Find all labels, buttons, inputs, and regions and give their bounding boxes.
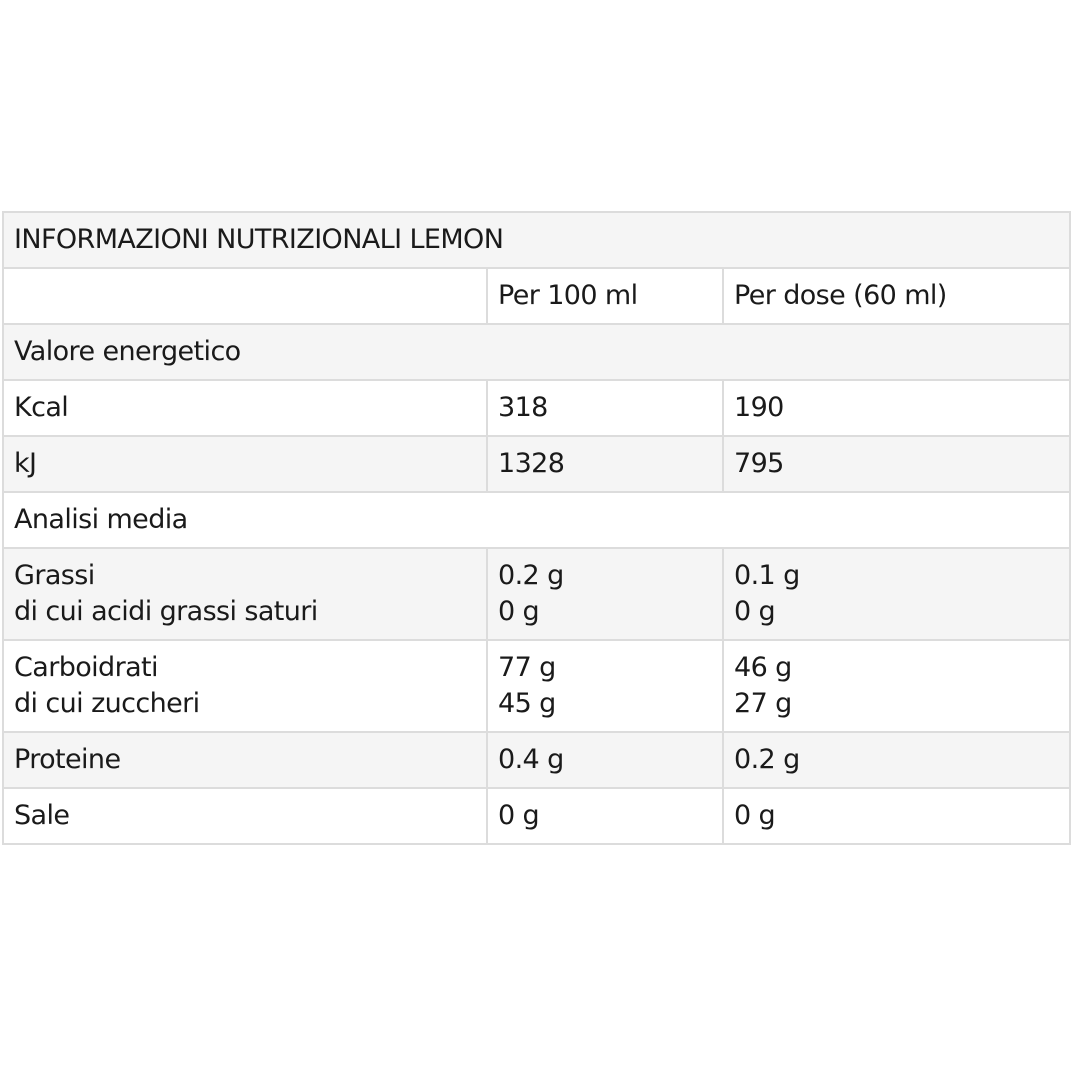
header-per-dose: Per dose (60 ml)	[723, 268, 1070, 324]
carbs-per-100: 77 g	[498, 652, 556, 683]
nutrition-table	[2, 211, 1071, 845]
header-per-100: Per 100 ml	[487, 268, 723, 324]
fats-sub-label: di cui acidi grassi saturi	[14, 596, 318, 627]
kcal-per-100: 318	[487, 380, 723, 436]
section-row-analysis	[3, 492, 1070, 548]
protein-per-100: 0.4 g	[487, 732, 723, 788]
protein-label: Proteine	[3, 732, 487, 788]
header-empty-cell	[3, 268, 487, 324]
table-row-kj	[3, 436, 1070, 492]
fats-per-dose-sub: 0 g	[734, 596, 776, 627]
fats-per-100-cell	[487, 548, 723, 640]
kj-per-100: 1328	[487, 436, 723, 492]
fats-label-cell	[3, 548, 487, 640]
table-row-carbs	[3, 640, 1070, 732]
carbs-sub-label: di cui zuccheri	[14, 688, 200, 719]
carbs-label: Carboidrati	[14, 652, 158, 683]
salt-label: Sale	[3, 788, 487, 844]
carbs-per-dose: 46 g	[734, 652, 792, 683]
table-row-salt	[3, 788, 1070, 844]
salt-per-dose: 0 g	[723, 788, 1070, 844]
fats-per-100-sub: 0 g	[498, 596, 540, 627]
section-energy-label: Valore energetico	[3, 324, 1070, 380]
table-row-fats	[3, 548, 1070, 640]
protein-per-dose: 0.2 g	[723, 732, 1070, 788]
fats-per-dose: 0.1 g	[734, 560, 800, 591]
carbs-label-cell	[3, 640, 487, 732]
fats-label: Grassi	[14, 560, 95, 591]
kcal-per-dose: 190	[723, 380, 1070, 436]
carbs-per-dose-sub: 27 g	[734, 688, 792, 719]
kj-label: kJ	[3, 436, 487, 492]
section-analysis-label: Analisi media	[3, 492, 1070, 548]
salt-per-100: 0 g	[487, 788, 723, 844]
table-title-row	[3, 212, 1070, 268]
table-title: INFORMAZIONI NUTRIZIONALI LEMON	[3, 212, 1070, 268]
fats-per-dose-cell	[723, 548, 1070, 640]
fats-per-100: 0.2 g	[498, 560, 564, 591]
column-header-row	[3, 268, 1070, 324]
table-row-kcal	[3, 380, 1070, 436]
carbs-per-100-cell	[487, 640, 723, 732]
carbs-per-100-sub: 45 g	[498, 688, 556, 719]
carbs-per-dose-cell	[723, 640, 1070, 732]
kj-per-dose: 795	[723, 436, 1070, 492]
kcal-label: Kcal	[3, 380, 487, 436]
table-row-protein	[3, 732, 1070, 788]
section-row-energy	[3, 324, 1070, 380]
